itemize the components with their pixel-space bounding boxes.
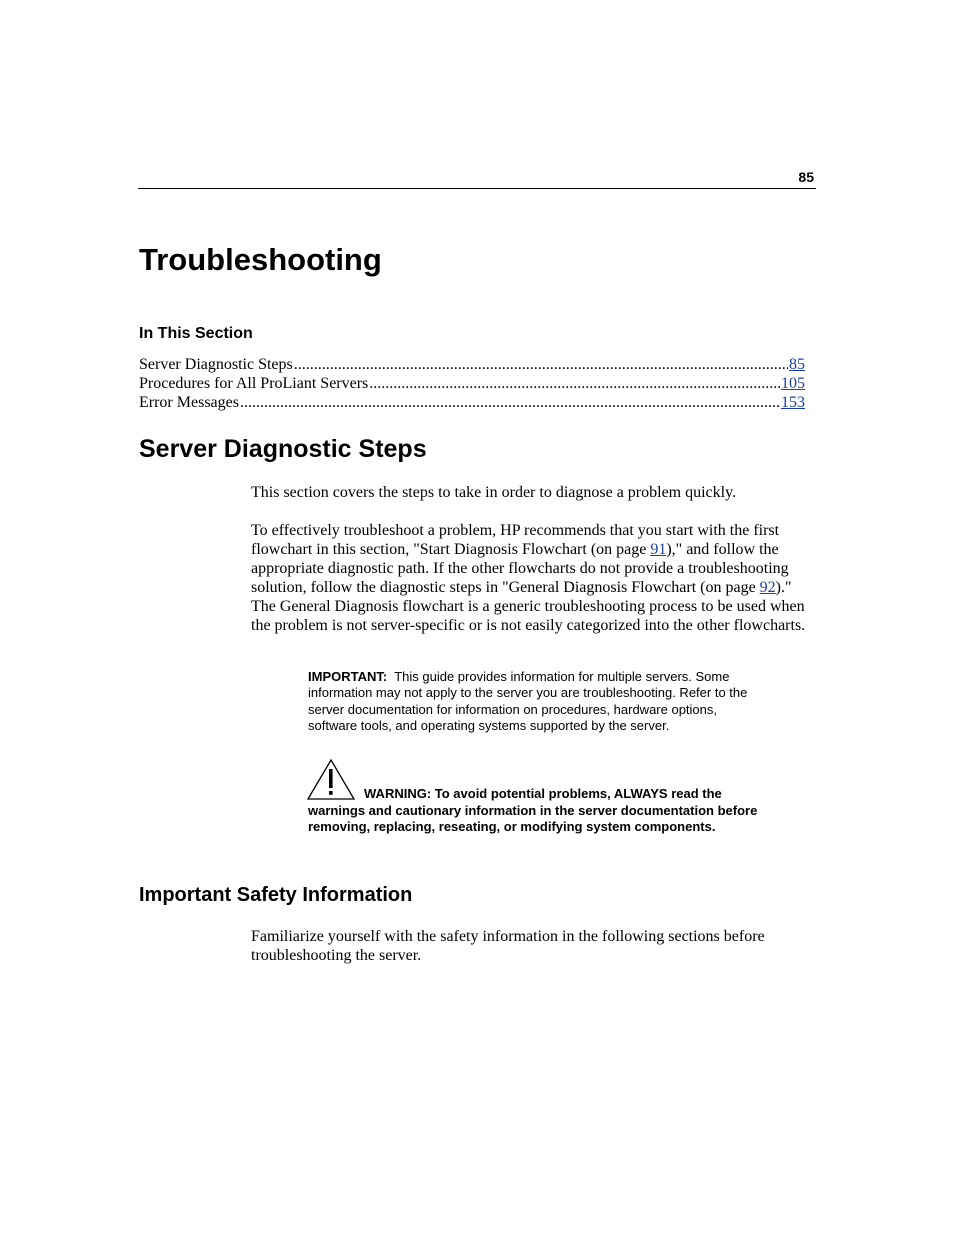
toc-entry-label: Procedures for All ProLiant Servers [139,375,369,392]
toc-leader-dots [294,355,788,374]
page-number: 85 [798,169,814,185]
header-rule [138,188,816,189]
toc-heading: In This Section [139,325,253,342]
important-text: This guide provides information for multiple servers. Some information may not apply to the server you are troubleshooting. Refer to the server documentation for information on procedures, hardware options, software tools, and operating systems supported by the server. [308,669,748,733]
paragraph-text: )," and follow the appropriate diagnostic path. If the other flowcharts do not provide a troubleshooting solution, follow the diagnostic steps in "General Diagnosis Flowchart (on page [251,541,789,596]
important-note [308,669,758,734]
warning-message: WARNING: To avoid potential problems, ALWAYS read the warnings and cautionary information in the server documentation before removing, replacing, reseating, or modifying system components. [308,786,758,835]
toc-entry-label: Server Diagnostic Steps [139,356,293,373]
section-title: Server Diagnostic Steps [139,435,427,463]
toc-leader-dots [240,393,780,412]
page-link-92[interactable]: 92 [759,579,776,596]
toc-page-link[interactable]: 85 [789,356,805,373]
paragraph-text: )." The General Diagnosis flowchart is a generic troubleshooting process to be used when the problem is not server-specific or is not easily categorized into the other flowcharts. [251,579,806,634]
intro-paragraph: This section covers the steps to take in order to diagnose a problem quickly. [251,484,737,501]
page-link-91[interactable]: 91 [650,541,667,558]
important-label: IMPORTANT: [308,669,388,684]
chapter-title: Troubleshooting [139,242,382,277]
table-of-contents [139,355,805,412]
subsection-title: Important Safety Information [139,884,413,906]
toc-leader-dots [369,374,780,393]
warning-text [308,786,768,836]
toc-entry [139,393,805,412]
toc-page-link[interactable]: 153 [781,394,805,411]
toc-page-link[interactable]: 105 [781,375,805,392]
toc-entry [139,355,805,374]
toc-entry-label: Error Messages [139,394,239,411]
flowchart-paragraph [251,521,811,635]
paragraph-text: To effectively troubleshoot a problem, HP recommends that you start with the first flowchart in this section, "Start Diagnosis Flowchart (on page [251,522,780,558]
safety-paragraph: Familiarize yourself with the safety information in the following sections before troubleshooting the server. [251,928,765,964]
toc-entry [139,374,805,393]
